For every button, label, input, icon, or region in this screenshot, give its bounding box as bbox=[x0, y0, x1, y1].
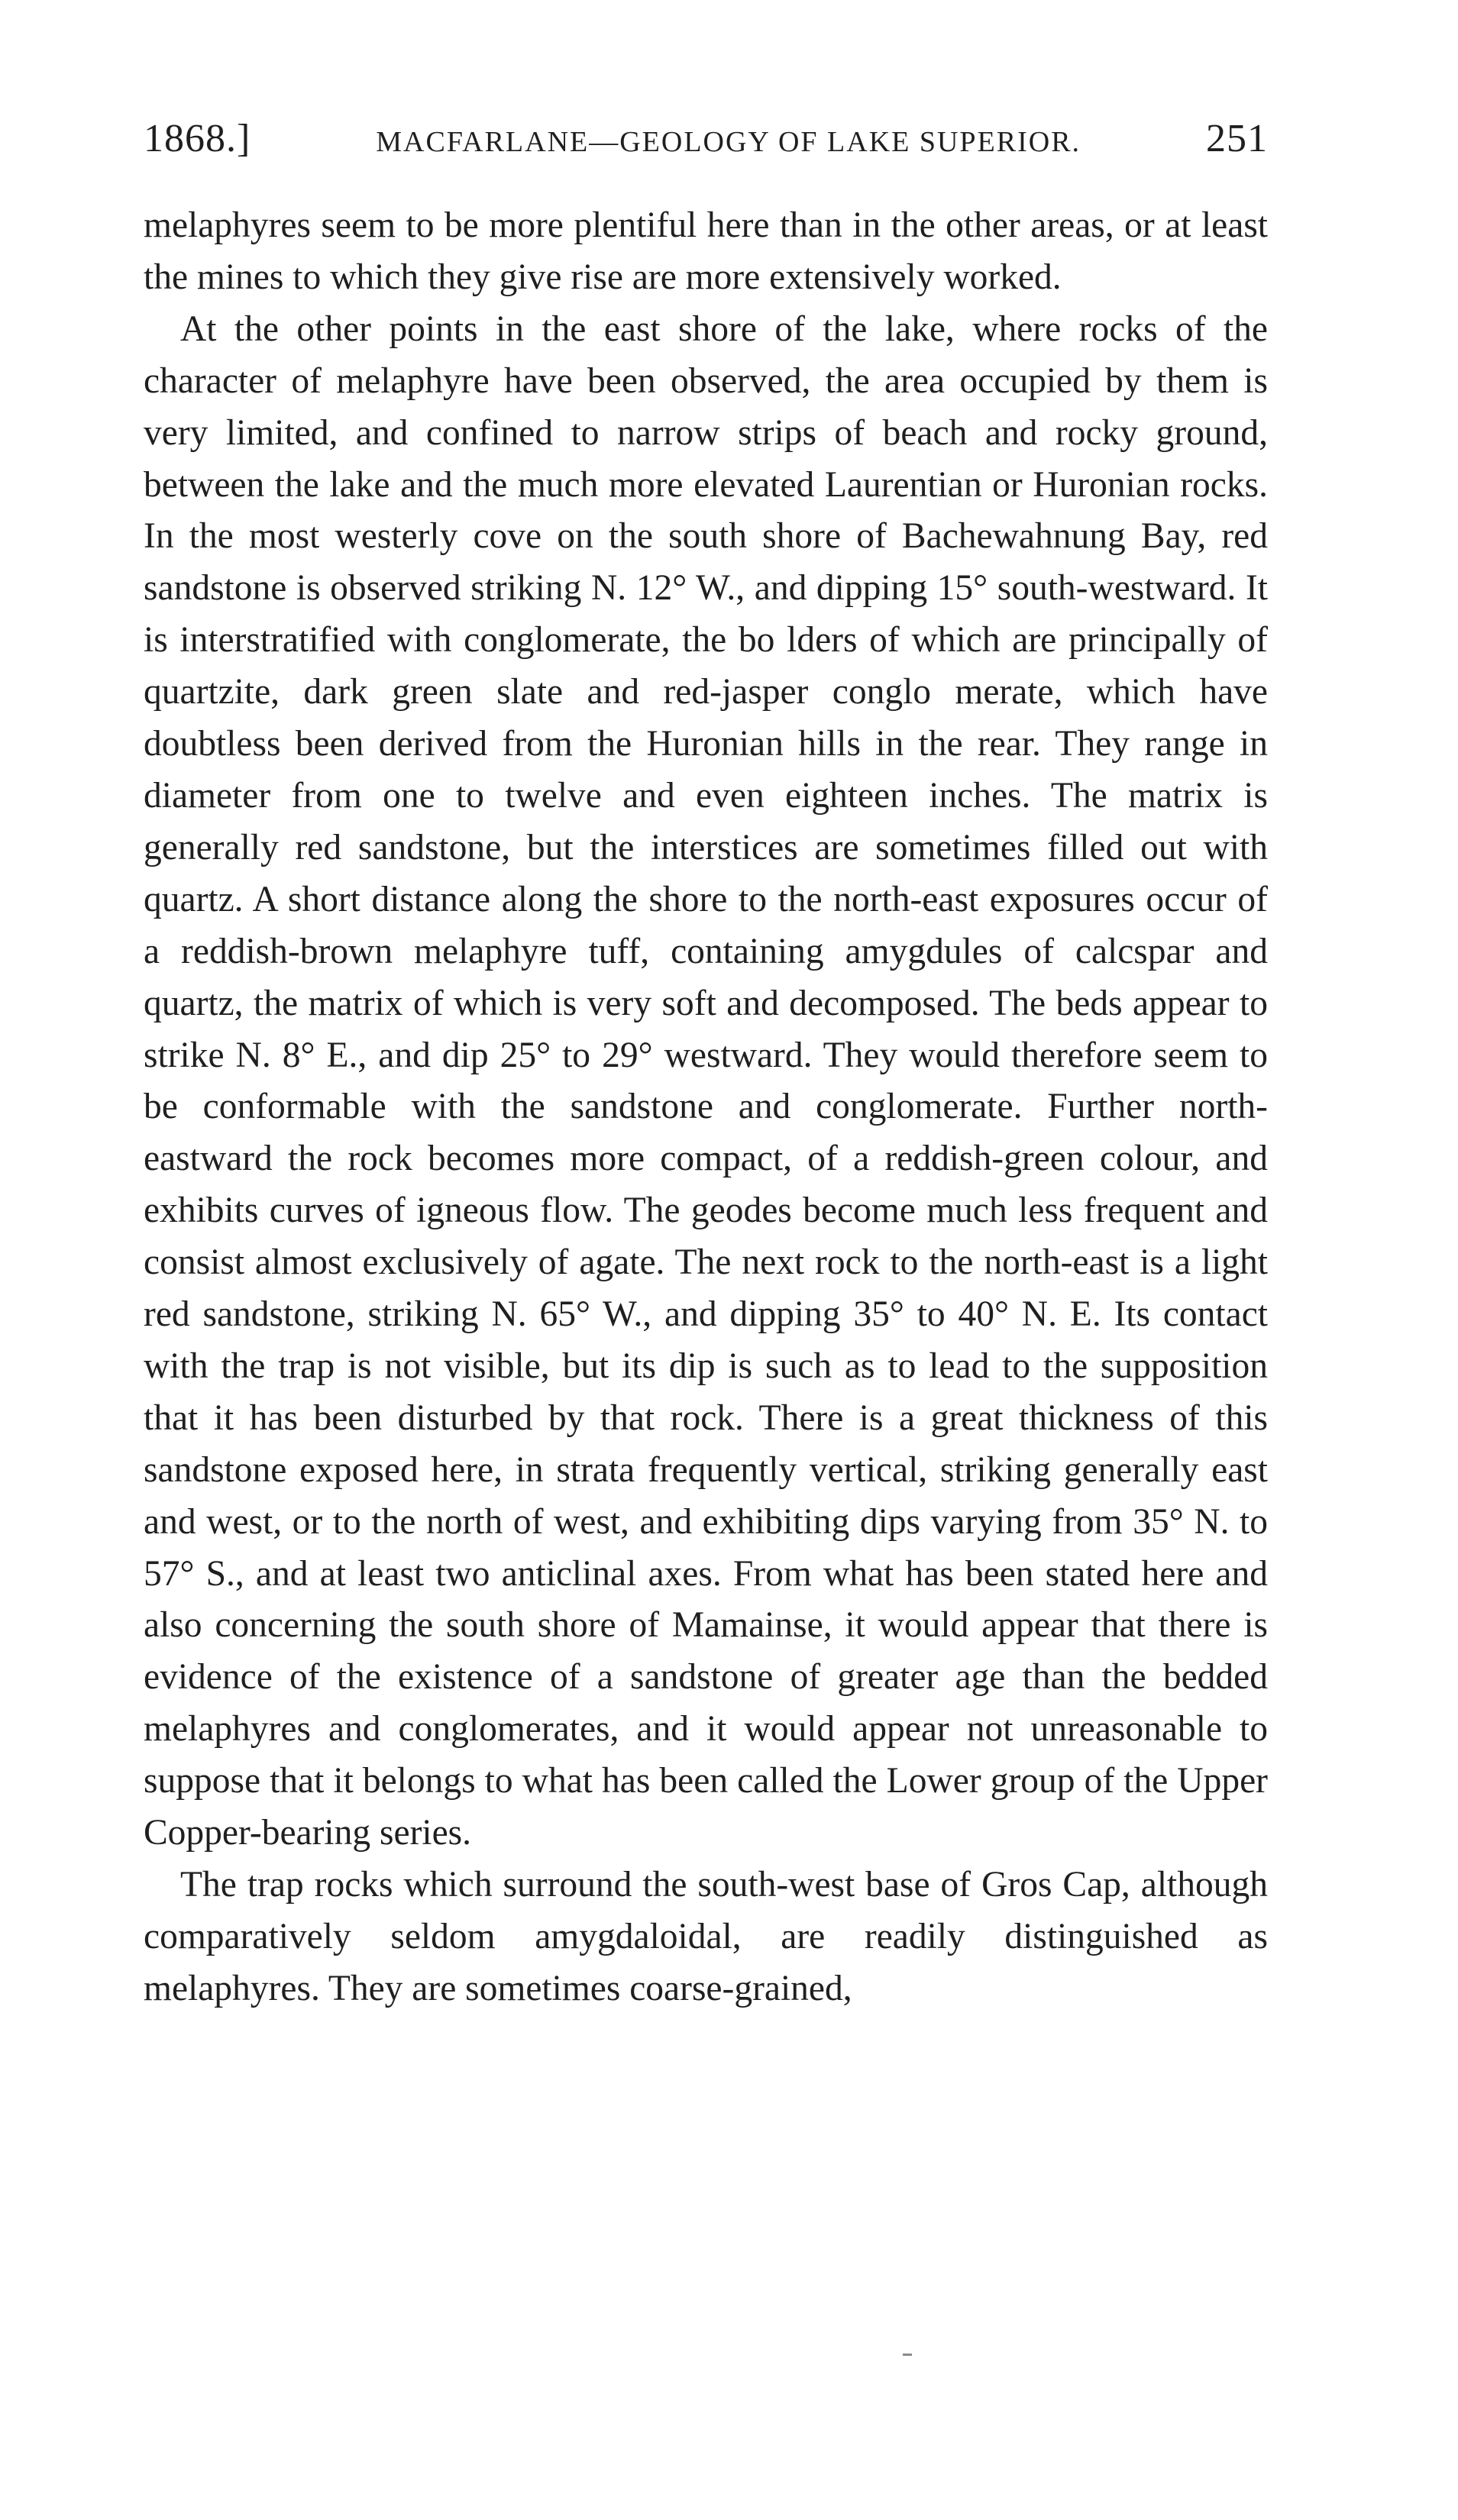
header-title: MACFARLANE—GEOLOGY OF LAKE SUPERIOR. bbox=[376, 126, 1081, 158]
body-text bbox=[144, 200, 1268, 2015]
paragraph-3: The trap rocks which surround the south-west base of Gros Cap, although comparatively seldom amygdaloidal, are readily distinguished as melaphyres. They are sometimes coarse-grained, bbox=[144, 1865, 1268, 2008]
running-head bbox=[144, 116, 1268, 177]
print-mark bbox=[903, 2354, 912, 2356]
header-year: 1868.] bbox=[144, 117, 251, 160]
page-number: 251 bbox=[1205, 117, 1268, 160]
paragraph-1: melaphyres seem to be more plentiful here than in the other areas, or at least the mines to which they give rise are more extensively worked. bbox=[144, 205, 1268, 297]
paragraph-2: At the other points in the east shore of the lake, where rocks of the character of melaphyre have been observed, the area occupied by them is very limited, and confined to narrow strips of beach and rocky ground, between the lake and the much more elevated Laurentian or Huronian rocks. In the most westerly cove on the south shore of Bachewahnung Bay, red sandstone is observed striking N. 12° W., and dipping 15° south-westward. It is interstratified with conglomerate, the bo lders of which are principally of quartzite, dark green slate and red-jasper conglo merate, which have doubtless been derived from the Huronian hills in the rear. They range in diameter from one to twelve and even eighteen inches. The matrix is generally red sandstone, but the interstices are sometimes filled out with quartz. A short distance along the shore to the north-east exposures occur of a reddish-brown melaphyre tuff, containing amygdules of calcspar and quartz, the matrix of which is very soft and decomposed. The beds appear to strike N. 8° E., and dip 25° to 29° westward. They would therefore seem to be conformable with the sandstone and conglomerate. Further north-eastward the rock becomes more compact, of a reddish-green colour, and exhibits curves of igneous flow. The geodes become much less frequent and consist almost exclusively of agate. The next rock to the north-east is a light red sandstone, striking N. 65° W., and dipping 35° to 40° N. E. Its contact with the trap is not visible, but its dip is such as to lead to the supposition that it has been disturbed by that rock. There is a great thickness of this sandstone exposed here, in strata frequently vertical, striking generally east and west, or to the north of west, and exhibiting dips varying from 35° N. to 57° S., and at least two anticlinal axes. From what has been stated here and also concerning the south shore of Mamainse, it would appear that there is evidence of the existence of a sandstone of greater age than the bedded melaphyres and conglomerates, and it would appear not unreasonable to suppose that it belongs to what has been called the Lower group of the Upper Copper-bearing series. bbox=[144, 309, 1268, 1853]
